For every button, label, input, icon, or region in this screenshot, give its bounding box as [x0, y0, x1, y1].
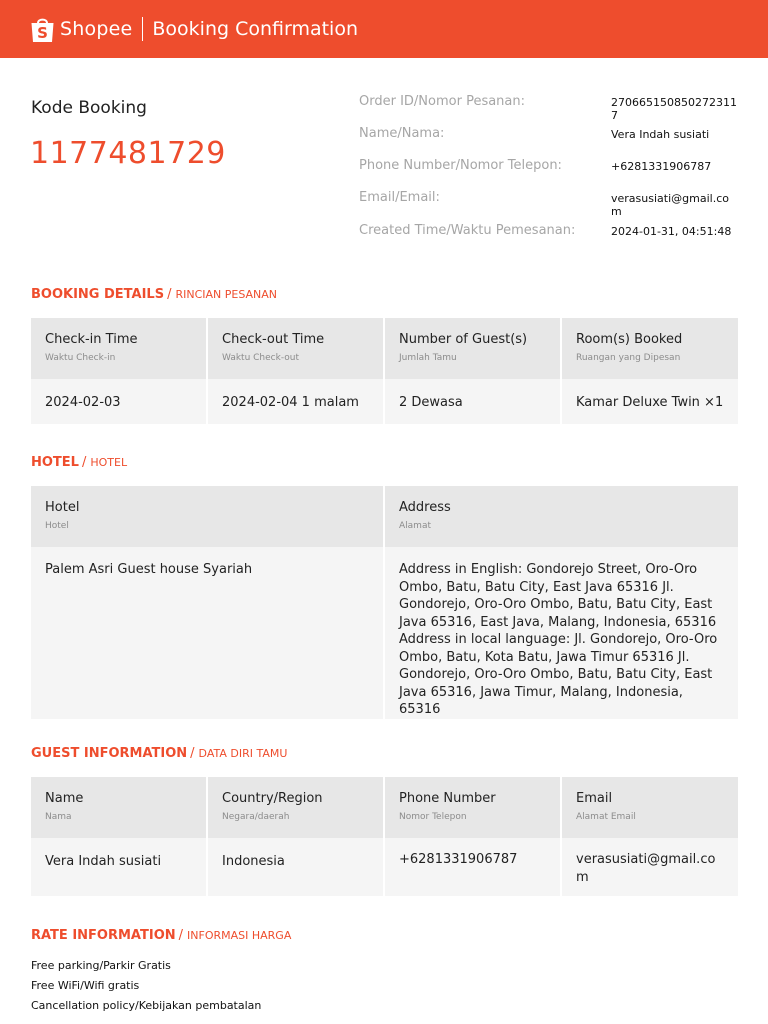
guest-email-cell	[562, 838, 738, 896]
table-header-row	[31, 318, 738, 379]
list-item: Cancellation policy/Kebijakan pembatalan	[31, 999, 262, 1012]
guests-cell	[385, 379, 562, 424]
check-in-cell	[31, 379, 208, 424]
table-row	[31, 838, 738, 896]
header-id: Jumlah Tamu	[399, 353, 457, 363]
cell-value: 2 Dewasa	[399, 395, 463, 410]
address-english: Address in English: Gondorejo Street, Oro-Oro Ombo, Batu, Batu City, East Java 65316 Jl. Gondorejo, Oro-Oro Ombo, Batu, Batu City, East Java 65316, East Java, Malang, Indonesia, 65316	[399, 562, 717, 630]
guest-info-heading: GUEST INFORMATION	[31, 746, 188, 761]
table-header-cell	[208, 318, 385, 379]
table-header-cell	[562, 318, 738, 379]
hotel-title	[31, 455, 127, 470]
name-value: Vera Indah susiati	[611, 128, 710, 141]
header-en: Phone Number	[399, 791, 496, 806]
phone-label: Phone Number/Nomor Telepon:	[359, 158, 562, 173]
booking-code-label: Kode Booking	[31, 98, 147, 118]
table-header-cell	[31, 486, 385, 547]
header-id: Waktu Check-in	[45, 353, 116, 363]
cell-value: Vera Indah susiati	[45, 854, 162, 869]
created-time-label: Created Time/Waktu Pemesanan:	[359, 223, 576, 238]
header-id: Waktu Check-out	[222, 353, 299, 363]
rate-info-heading: RATE INFORMATION	[31, 928, 176, 943]
title-slash: /	[190, 746, 195, 761]
header-id: Alamat	[399, 521, 431, 531]
header-bar	[0, 0, 768, 58]
header-en: Hotel	[45, 500, 80, 515]
table-header-cell	[385, 486, 738, 547]
cell-value: 2024-02-04 1 malam	[222, 395, 359, 410]
header-en: Name	[45, 791, 84, 806]
svg-text:S: S	[37, 23, 48, 42]
rate-info-subheading: INFORMASI HARGA	[187, 929, 292, 942]
header-id: Alamat Email	[576, 812, 636, 822]
rate-info-list	[31, 958, 261, 1018]
title-slash: /	[81, 455, 87, 470]
booking-code-value: 1177481729	[30, 136, 226, 171]
order-id-label: Order ID/Nomor Pesanan:	[359, 94, 526, 109]
guest-name-cell	[31, 838, 208, 896]
created-time-value: 2024-01-31, 04:51:48	[611, 225, 732, 238]
table-header-row	[31, 777, 738, 838]
order-id-value: 2706651508502723117	[611, 96, 737, 122]
title-slash: /	[167, 287, 172, 302]
header-en: Address	[399, 500, 451, 515]
list-item: Free parking/Parkir Gratis	[31, 959, 171, 972]
guest-country-cell	[208, 838, 385, 896]
email-value: verasusiati@gmail.com	[611, 192, 729, 218]
cell-value: Kamar Deluxe Twin ×1	[576, 395, 724, 410]
hotel-name-cell	[31, 547, 385, 719]
guest-info-subheading: DATA DIRI TAMU	[198, 747, 288, 760]
hotel-table	[31, 486, 738, 719]
table-row	[31, 547, 738, 719]
guest-info-title	[31, 746, 287, 761]
table-header-cell	[31, 777, 208, 838]
header-id: Nama	[45, 812, 72, 822]
table-header-cell	[385, 318, 562, 379]
address-local: Address in local language: Jl. Gondorejo, Oro-Oro Ombo, Batu, Kota Batu, Jawa Timur 65316 Jl. Gondorejo, Oro-Oro Ombo, Batu, Batu City, East Java 65316, Jawa Timur, Malang, Indonesia, 65316	[399, 632, 718, 717]
cell-value: +6281331906787	[399, 852, 518, 867]
brand-name: Shopee	[60, 18, 133, 40]
shopee-bag-icon	[30, 16, 55, 43]
hotel-address-cell	[385, 547, 738, 719]
list-item: Free WiFi/Wifi gratis	[31, 979, 140, 992]
booking-details-title	[31, 287, 277, 302]
header-id: Nomor Telepon	[399, 812, 467, 822]
email-label: Email/Email:	[359, 190, 440, 205]
check-out-cell	[208, 379, 385, 424]
header-id: Negara/daerah	[222, 812, 290, 822]
guest-phone-cell	[385, 838, 562, 896]
table-header-cell	[385, 777, 562, 838]
header-id: Ruangan yang Dipesan	[576, 353, 681, 363]
title-slash: /	[178, 928, 184, 943]
table-header-cell	[562, 777, 738, 838]
table-header-cell	[31, 318, 208, 379]
page-title: Booking Confirmation	[152, 18, 359, 40]
rooms-cell	[562, 379, 738, 424]
phone-value: +6281331906787	[611, 160, 712, 173]
header-en: Country/Region	[222, 791, 323, 806]
hotel-subheading: HOTEL	[90, 456, 128, 469]
booking-details-table	[31, 318, 738, 424]
table-header-cell	[208, 777, 385, 838]
header-en: Check-out Time	[222, 332, 325, 347]
header-id: Hotel	[45, 521, 69, 531]
header-en: Number of Guest(s)	[399, 332, 528, 347]
header-en: Check-in Time	[45, 332, 138, 347]
booking-details-heading: BOOKING DETAILS	[31, 287, 165, 302]
table-row	[31, 379, 738, 424]
header-divider	[142, 17, 143, 41]
cell-value: 2024-02-03	[45, 395, 121, 410]
cell-value: Indonesia	[222, 854, 285, 869]
name-label: Name/Nama:	[359, 126, 445, 141]
hotel-name: Palem Asri Guest house Syariah	[45, 562, 253, 577]
header-en: Email	[576, 791, 613, 806]
cell-value: verasusiati@gmail.com	[576, 852, 716, 885]
rate-info-title	[31, 928, 291, 943]
hotel-heading: HOTEL	[31, 455, 79, 470]
header-en: Room(s) Booked	[576, 332, 683, 347]
booking-details-subheading: RINCIAN PESANAN	[175, 288, 278, 301]
table-header-row	[31, 486, 738, 547]
guest-info-table	[31, 777, 738, 896]
